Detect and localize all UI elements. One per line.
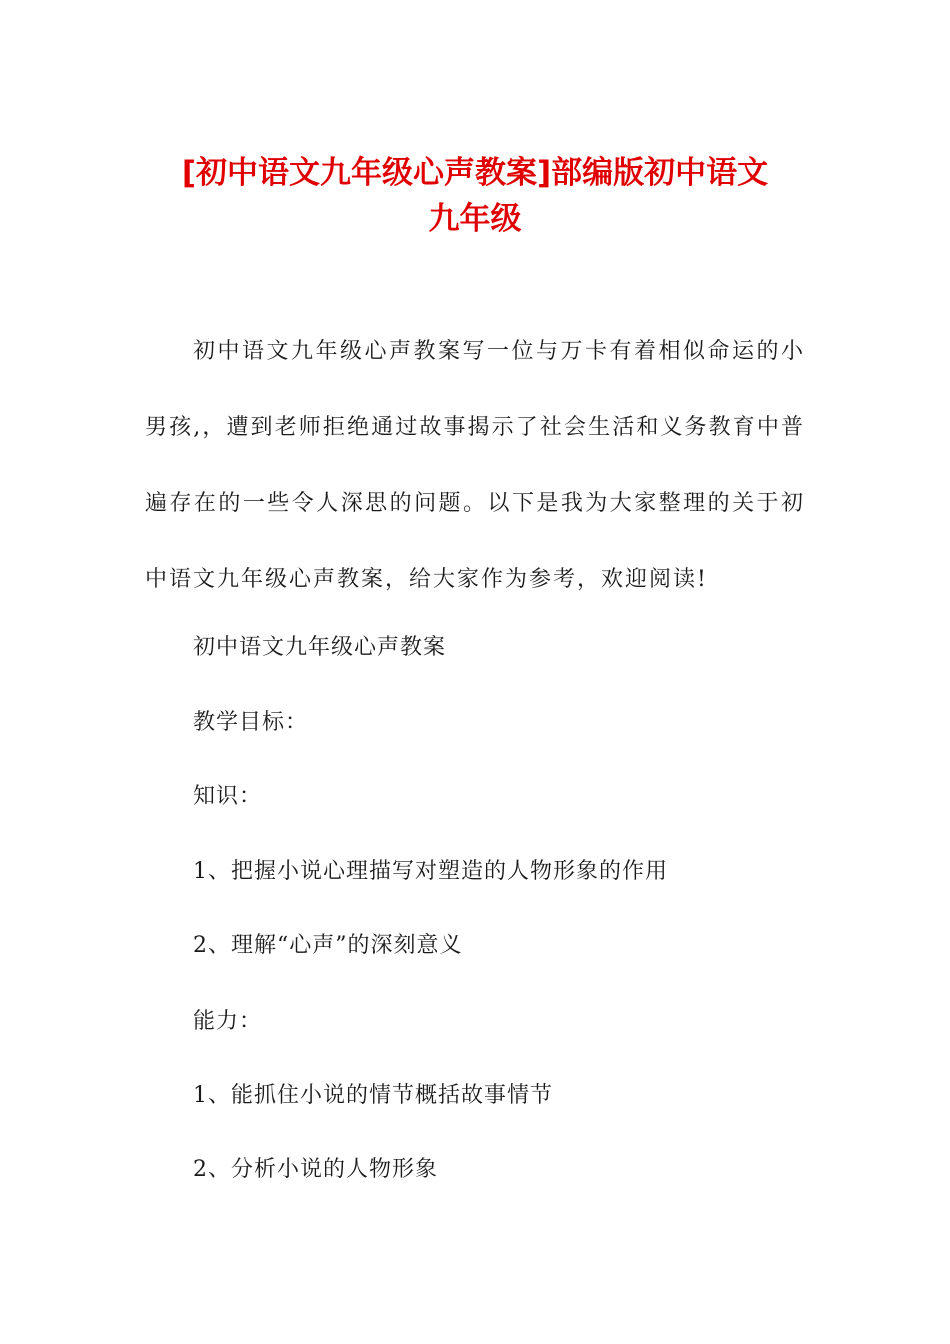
section-heading: 初中语文九年级心声教案 [193, 635, 447, 660]
knowledge-item: 1、把握小说心理描写对塑造的人物形象的作用 [193, 859, 668, 884]
document-title-line2: 九年级 [428, 201, 522, 237]
knowledge-label: 知识： [193, 784, 263, 809]
knowledge-item: 2、理解“心声”的深刻意义 [193, 933, 463, 958]
goals-label: 教学目标： [193, 710, 309, 735]
ability-item: 1、能抓住小说的情节概括故事情节 [193, 1083, 553, 1108]
ability-item: 2、分析小说的人物形象 [193, 1157, 438, 1182]
document-title-line1: [初中语文九年级心声教案]部编版初中语文 [181, 155, 769, 191]
intro-paragraph: 初中语文九年级心声教案写一位与万卡有着相似命运的小男孩,，遭到老师拒绝通过故事揭示了社会生活和义务教育中普遍存在的一些令人深思的问题。以下是我为大家整理的关于初中语文九年级心声教案，给大家作为参考，欢迎阅读! [145, 339, 805, 592]
ability-label: 能力： [193, 1009, 263, 1034]
